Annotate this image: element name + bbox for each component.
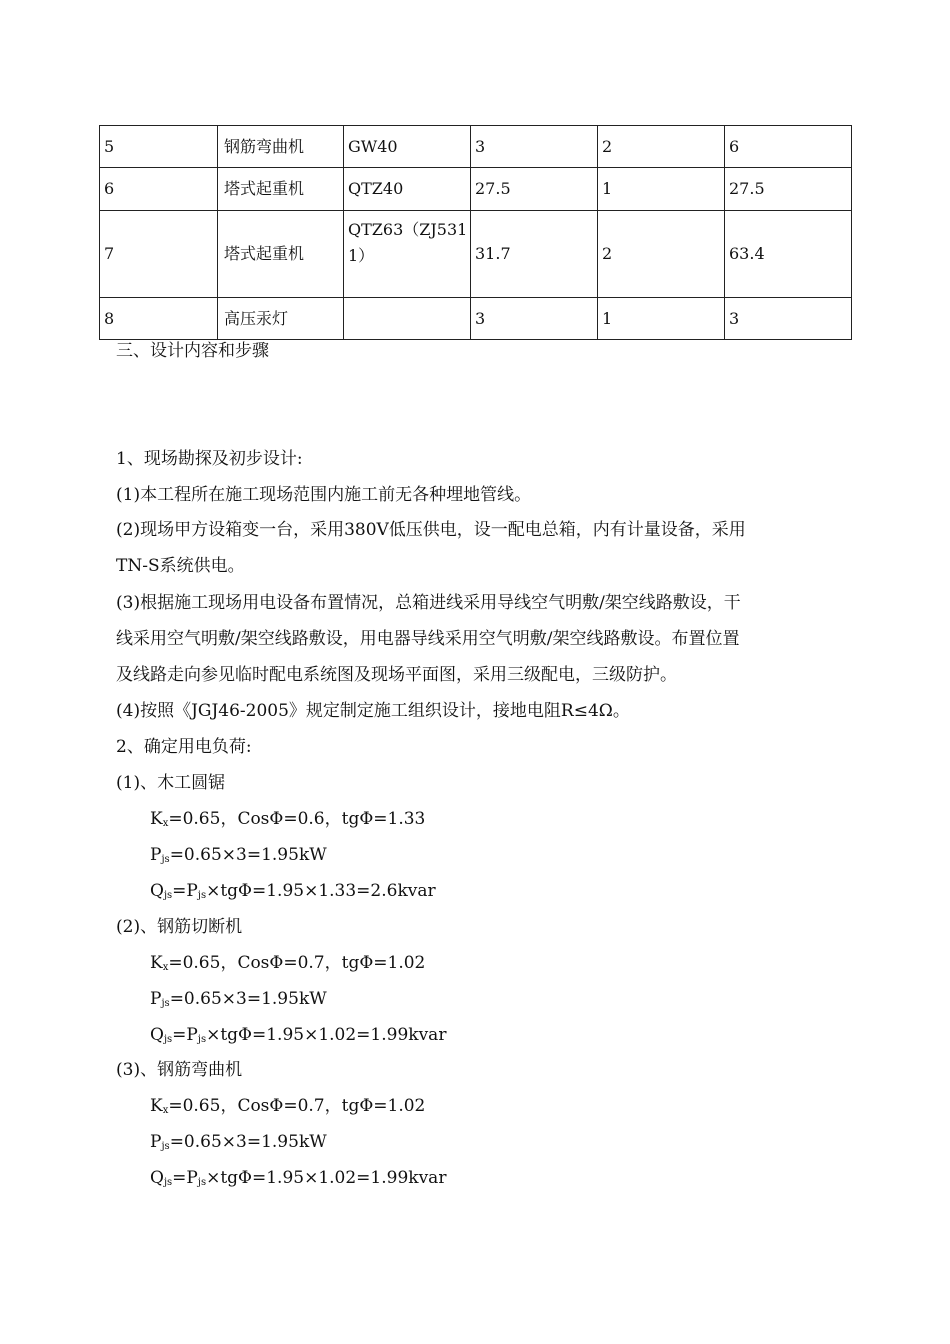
item-title: (1)、木工圆锯	[116, 773, 226, 793]
cell-name: 钢筋弯曲机	[218, 126, 344, 168]
cell-qty: 1	[598, 298, 725, 340]
cell-no: 5	[100, 126, 218, 168]
formula-qjs: $Q_{js}=P_{js}\times tg\Phi=1.95\times 1.02=1.99kvar$	[150, 1168, 447, 1188]
subsection-heading: 1、现场勘探及初步设计:	[116, 449, 303, 469]
cell-total: 63.4	[725, 211, 852, 298]
cell-no: 8	[100, 298, 218, 340]
paragraph: 线采用空气明敷/架空线路敷设，用电器导线采用空气明敷/架空线路敷设。布置位置	[116, 629, 740, 649]
table-row	[100, 126, 852, 168]
subsection-heading: 2、确定用电负荷:	[116, 737, 252, 757]
cell-model: GW40	[344, 126, 471, 168]
cell-total: 27.5	[725, 168, 852, 211]
cell-total: 3	[725, 298, 852, 340]
formula-qjs: $Q_{js}=P_{js}\times tg\Phi=1.95\times 1.02=1.99kvar$	[150, 1025, 447, 1045]
formula-kx: $K_x=0.65$，CosΦ=0.7，tgΦ=1.02	[150, 1096, 426, 1116]
paragraph: (4)按照《JGJ46-2005》规定制定施工组织设计，接地电阻R≤4Ω。	[116, 701, 630, 721]
table-row	[100, 298, 852, 340]
formula-pjs: $P_{js}=0.65\times 3=1.95kW$	[150, 845, 327, 865]
cell-model: QTZ40	[344, 168, 471, 211]
formula-pjs: $P_{js}=0.65\times 3=1.95kW$	[150, 1132, 327, 1152]
cell-no: 7	[100, 211, 218, 298]
cell-model	[344, 298, 471, 340]
cell-name: 高压汞灯	[218, 298, 344, 340]
cell-name: 塔式起重机	[218, 211, 344, 298]
formula-qjs: $Q_{js}=P_{js}\times tg\Phi=1.95\times 1.33=2.6kvar$	[150, 881, 436, 901]
cell-model: QTZ63（ZJ5311）	[344, 211, 471, 298]
cell-no: 6	[100, 168, 218, 211]
item-title: (2)、钢筋切断机	[116, 917, 243, 937]
formula-kx: $K_x=0.65$，CosΦ=0.7，tgΦ=1.02	[150, 953, 426, 973]
table-row	[100, 211, 852, 298]
table-row	[100, 168, 852, 211]
cell-name: 塔式起重机	[218, 168, 344, 211]
paragraph: 及线路走向参见临时配电系统图及现场平面图，采用三级配电，三级防护。	[116, 665, 677, 685]
paragraph: TN-S系统供电。	[116, 556, 245, 576]
equipment-table	[99, 125, 852, 340]
formula-pjs: $P_{js}=0.65\times 3=1.95kW$	[150, 989, 327, 1009]
cell-power: 31.7	[471, 211, 598, 298]
paragraph: (1)本工程所在施工现场范围内施工前无各种埋地管线。	[116, 485, 532, 505]
paragraph: (2)现场甲方设箱变一台，采用380V低压供电，设一配电总箱，内有计量设备，采用	[116, 520, 746, 540]
cell-power: 3	[471, 126, 598, 168]
formula-kx: $K_x=0.65$，CosΦ=0.6，tgΦ=1.33	[150, 809, 426, 829]
cell-power: 3	[471, 298, 598, 340]
cell-qty: 2	[598, 126, 725, 168]
cell-qty: 2	[598, 211, 725, 298]
cell-total: 6	[725, 126, 852, 168]
section-heading: 三、设计内容和步骤	[116, 341, 269, 361]
cell-qty: 1	[598, 168, 725, 211]
paragraph: (3)根据施工现场用电设备布置情况，总箱进线采用导线空气明敷/架空线路敷设，干	[116, 593, 741, 613]
item-title: (3)、钢筋弯曲机	[116, 1060, 243, 1080]
cell-power: 27.5	[471, 168, 598, 211]
